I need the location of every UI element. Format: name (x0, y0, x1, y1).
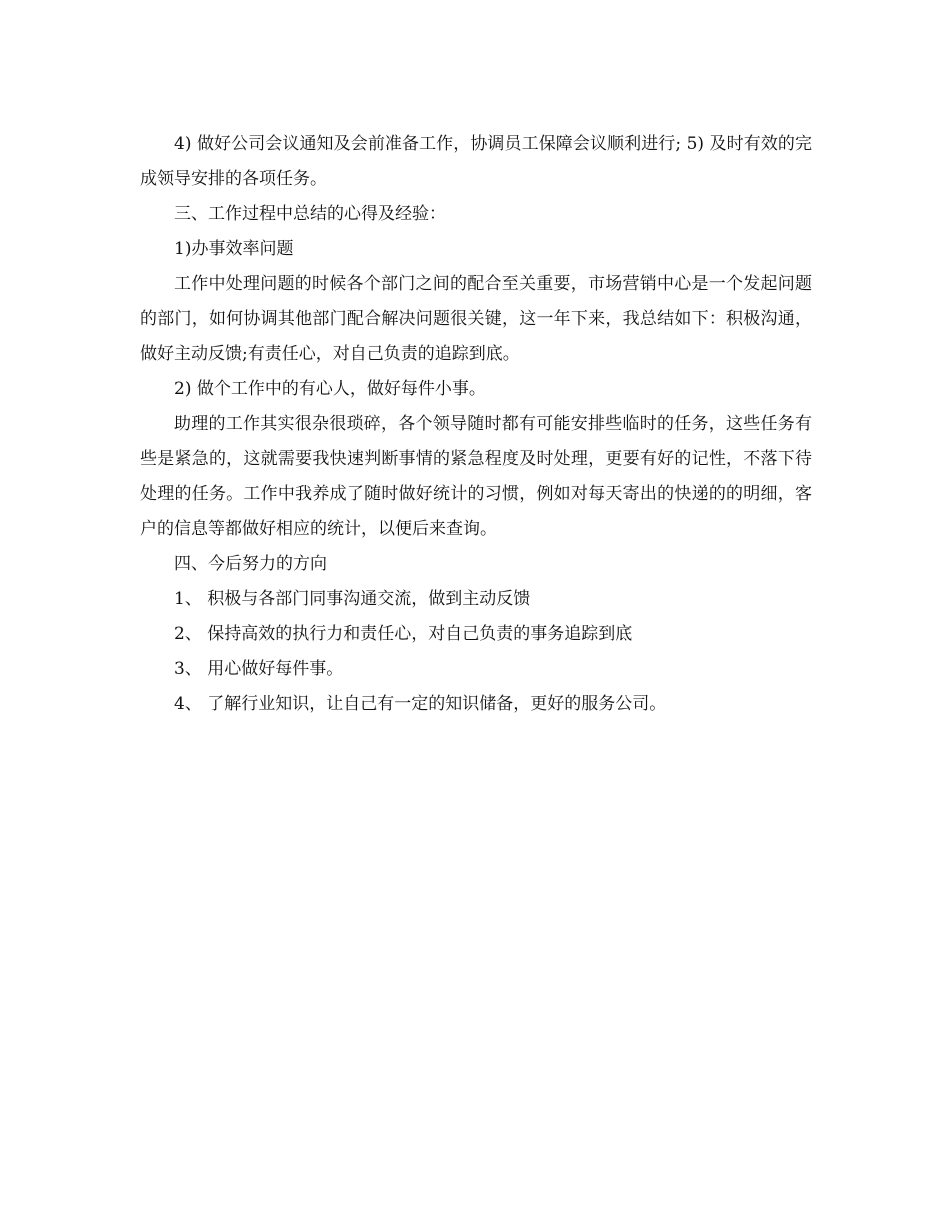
list-item-diligence: 3、 用心做好每件事。 (174, 659, 344, 679)
section-heading-experience: 三、工作过程中总结的心得及经验： (174, 204, 446, 224)
document-body (140, 127, 812, 722)
paragraph-meeting-tasks: 4) 做好公司会议通知及会前准备工作，协调员工保障会议顺利进行; 5) 及时有效的完成领导安排的各项任务。 (140, 134, 812, 189)
list-item-industry-knowledge: 4、 了解行业知识，让自己有一定的知识储备，更好的服务公司。 (174, 694, 667, 714)
list-item-communication: 1、 积极与各部门同事沟通交流，做到主动反馈 (174, 589, 531, 609)
paragraph-coordination: 工作中处理问题的时候各个部门之间的配合至关重要，市场营销中心是一个发起问题的部门，如何协调其他部门配合解决问题很关键，这一年下来，我总结如下：积极沟通，做好主动反馈;有责任心，对自己负责的追踪到底。 (140, 274, 812, 364)
section-heading-future-direction: 四、今后努力的方向 (174, 554, 327, 574)
subheading-efficiency: 1)办事效率问题 (174, 239, 294, 259)
paragraph-assistant-work: 助理的工作其实很杂很琐碎，各个领导随时都有可能安排些临时的任务，这些任务有些是紧急的，这就需要我快速判断事情的紧急程度及时处理，更要有好的记性，不落下待处理的任务。工作中我养成了随时做好统计的习惯，例如对每天寄出的快递的的明细，客户的信息等都做好相应的统计，以便后来查询。 (140, 414, 812, 539)
subheading-attentive: 2) 做个工作中的有心人，做好每件小事。 (174, 379, 486, 399)
list-item-execution: 2、 保持高效的执行力和责任心，对自己负责的事务追踪到底 (174, 624, 633, 644)
